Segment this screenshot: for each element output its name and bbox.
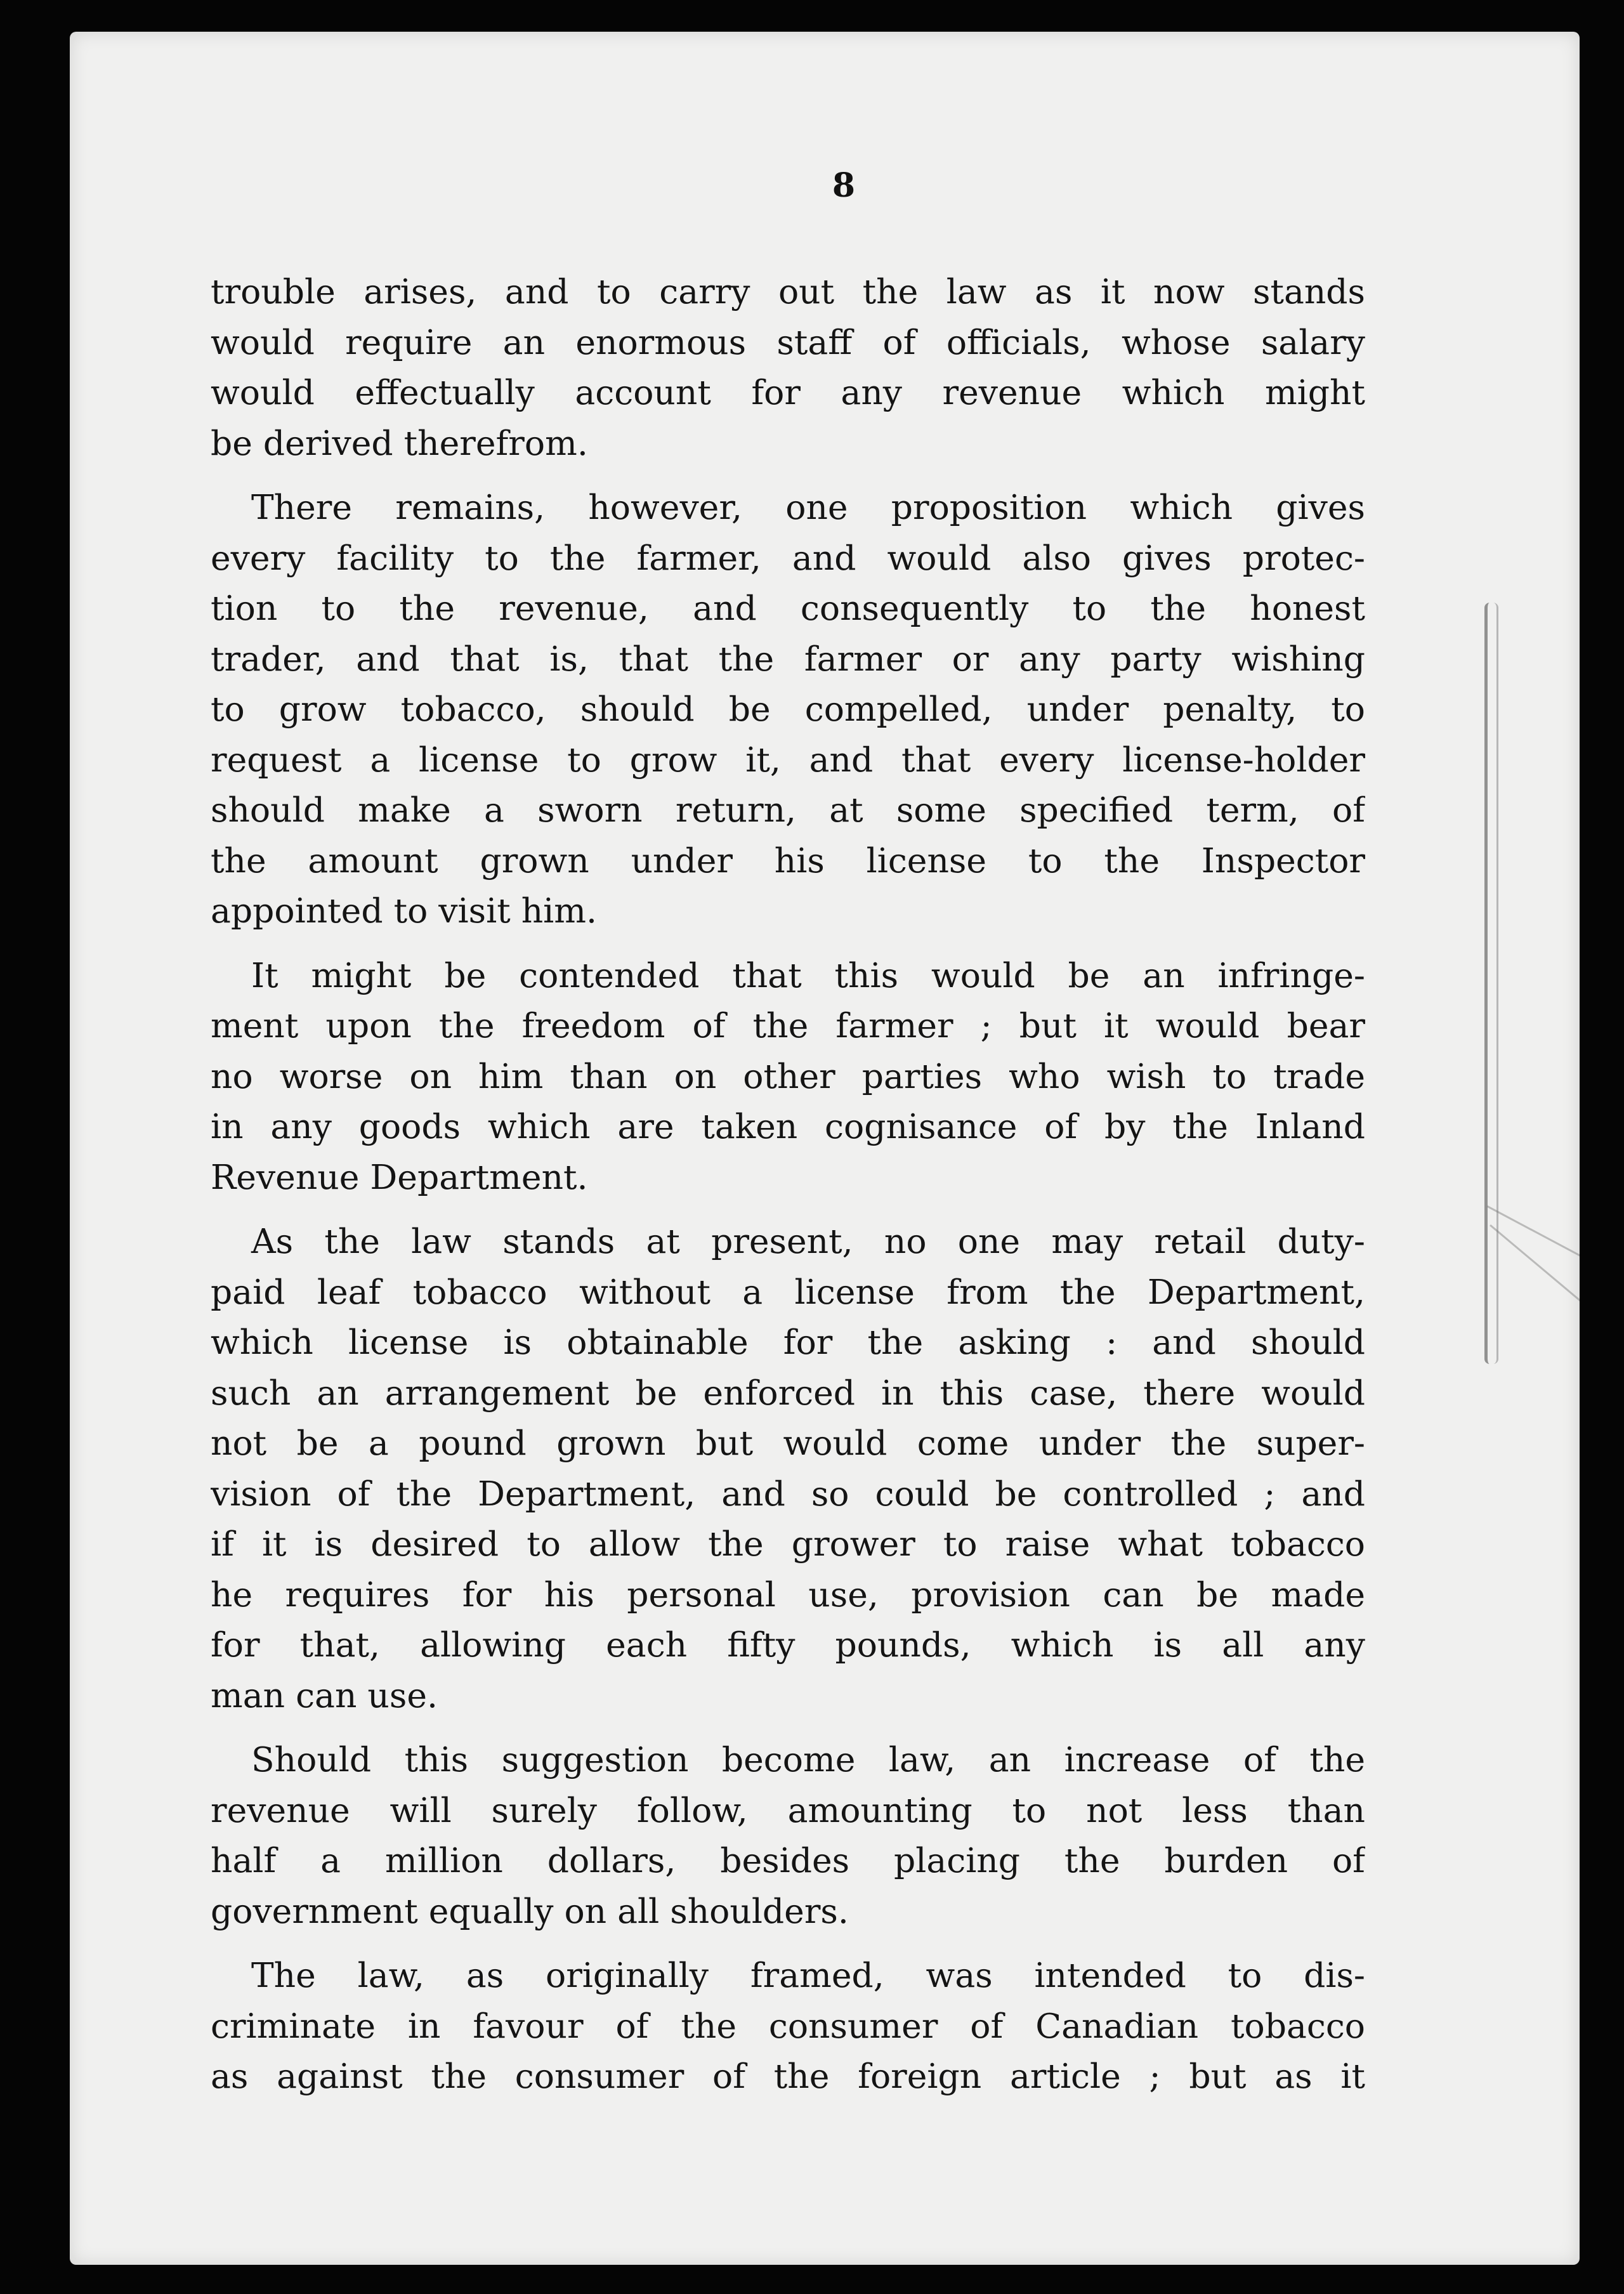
text-line: man can use. [211,1675,438,1715]
text-line: not be a pound grown but would come under the super- [211,1423,1365,1463]
text-line: such an arrangement be enforced in this case, there would [211,1372,1365,1413]
body-text [211,266,1365,2116]
text-line: tion to the revenue, and consequently to the honest [211,588,1365,628]
paragraph [211,266,1365,468]
paragraph [211,1950,1365,2102]
text-line: every facility to the farmer, and would also gives protec- [211,537,1365,578]
text-line: request a license to grow it, and that every license-holder [211,739,1365,780]
text-line: As the law stands at present, no one may retail duty- [251,1221,1365,1261]
text-line: criminate in favour of the consumer of Canadian tobacco [211,2005,1365,2046]
text-line: appointed to visit him. [211,891,598,931]
text-line: in any goods which are taken cognisance of by the Inland [211,1106,1365,1146]
document-page [70,32,1580,2265]
paragraph [211,950,1365,1203]
text-line: trouble arises, and to carry out the law as it now stands [211,272,1365,311]
text-line: should make a sworn return, at some specified term, of [211,790,1365,830]
text-line: which license is obtainable for the asking : and should [211,1322,1365,1362]
text-line: trader, and that is, that the farmer or any party wishing [211,638,1365,679]
text-line: the amount grown under his license to the Inspector [211,840,1365,881]
text-line: if it is desired to allow the grower to raise what tobacco [211,1524,1365,1564]
text-line: paid leaf tobacco without a license from the Department, [211,1271,1365,1312]
text-line: Should this suggestion become law, an increase of the [251,1740,1365,1779]
paragraph [211,482,1365,936]
paragraph [211,1734,1365,1936]
text-line: There remains, however, one proposition which gives [251,487,1365,527]
text-line: vision of the Department, and so could be controlled ; and [211,1473,1365,1514]
text-line: ment upon the freedom of the farmer ; but it would bear [211,1006,1365,1045]
text-line: he requires for his personal use, provision can be made [211,1574,1365,1615]
text-line: to grow tobacco, should be compelled, under penalty, to [211,689,1365,729]
text-line: for that, allowing each fifty pounds, which is all any [211,1625,1365,1665]
text-line: as against the consumer of the foreign article ; but as it [211,2056,1365,2096]
text-line: half a million dollars, besides placing the burden of [211,1840,1365,1880]
text-line: Revenue Department. [211,1157,588,1197]
text-line: government equally on all shoulders. [211,1891,849,1931]
text-line: It might be contended that this would be an infringe- [251,955,1365,995]
scan-scratch [1490,1224,1580,1316]
text-line: would effectually account for any revenue which might [211,372,1365,412]
page-number: 8 [832,166,856,205]
text-line: would require an enormous staff of officials, whose salary [211,322,1365,362]
paragraph [211,1216,1365,1720]
page-fold-mark [1484,603,1498,1364]
text-line: The law, as originally framed, was intended to dis- [251,1955,1365,1995]
text-line: be derived therefrom. [211,423,588,463]
text-line: no worse on him than on other parties who wish to trade [211,1056,1365,1096]
text-line: revenue will surely follow, amounting to not less than [211,1790,1365,1830]
